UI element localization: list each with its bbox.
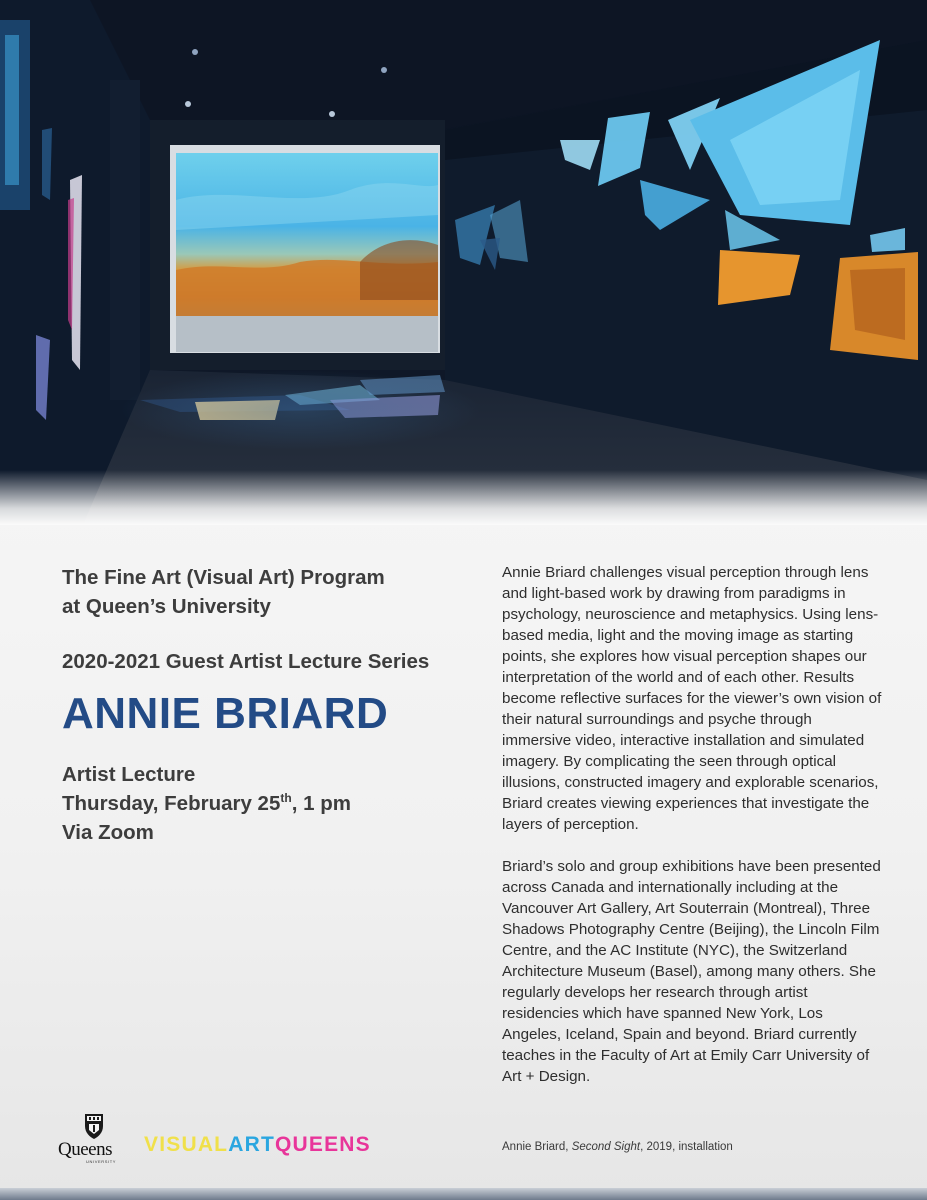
photo-caption xyxy=(502,1141,733,1153)
logo-visual: VISUAL xyxy=(144,1133,229,1156)
event-type: Artist Lecture xyxy=(62,763,196,786)
installation-photo xyxy=(0,0,927,525)
queens-wordmark: Queens xyxy=(58,1139,112,1160)
event-info-column xyxy=(62,563,472,847)
event-details xyxy=(62,760,472,847)
program-heading xyxy=(62,563,472,621)
caption-title: Second Sight xyxy=(571,1141,641,1153)
program-line-1: The Fine Art (Visual Art) Program xyxy=(62,566,385,589)
caption-artist: Annie Briard, xyxy=(502,1141,572,1153)
artist-name: ANNIE BRIARD xyxy=(62,689,389,738)
bio-paragraph-2: Briard’s solo and group exhibitions have been presented across Canada and internationally including at the Vancouver Art Gallery, Art Souterrain (Montreal), Three Shadows Photography Centre (Beijing), the Lincoln Film Centre, and the AC Institute (NYC), the Switzerland Architecture Museum (Basel), among many others. She regularly develops her research through artist residencies which have spanned New York, Los Angeles, Iceland, Spain and beyond. Briard currently teaches in the Faculty of Art at Emily Carr University of Art + Design. xyxy=(502,858,881,1085)
logo-queens: QUEENS xyxy=(274,1133,371,1156)
caption-details: , 2019, installation xyxy=(640,1141,733,1153)
event-date-ordinal: th xyxy=(280,791,292,805)
program-line-2: at Queen’s University xyxy=(62,595,271,618)
event-date xyxy=(62,789,472,818)
queens-university-logo xyxy=(58,1112,136,1166)
queens-crest-icon xyxy=(83,1112,105,1140)
logo-art: ART xyxy=(228,1133,275,1156)
artist-bio-column xyxy=(502,562,882,1087)
bottom-border xyxy=(0,1188,927,1200)
event-date-text: Thursday, February 25 xyxy=(62,792,281,815)
queens-subtext: UNIVERSITY xyxy=(86,1159,117,1164)
hero-fade xyxy=(0,470,927,525)
event-time: , 1 pm xyxy=(291,792,351,815)
visual-art-queens-logo xyxy=(144,1133,371,1157)
lecture-series-heading: 2020-2021 Guest Artist Lecture Series xyxy=(62,650,430,673)
bio-paragraph-1: Annie Briard challenges visual perception through lens and light-based work by drawing from paradigms in psychology, neuroscience and metaphysics. Using lens-based media, light and the moving image as starting points, she explores how visual perception shapes our interpretation of the world and of each other. Results become reflective surfaces for the viewer’s own vision of their natural surroundings and psyche through immersive video, interactive installation and simulated imagery. By complicating the seen through optical illusions, constructed imagery and explorable scenarios, Briard creates viewing experiences that investigate the layers of perception. xyxy=(502,564,882,833)
hero-photo xyxy=(0,0,927,525)
event-venue: Via Zoom xyxy=(62,821,154,844)
